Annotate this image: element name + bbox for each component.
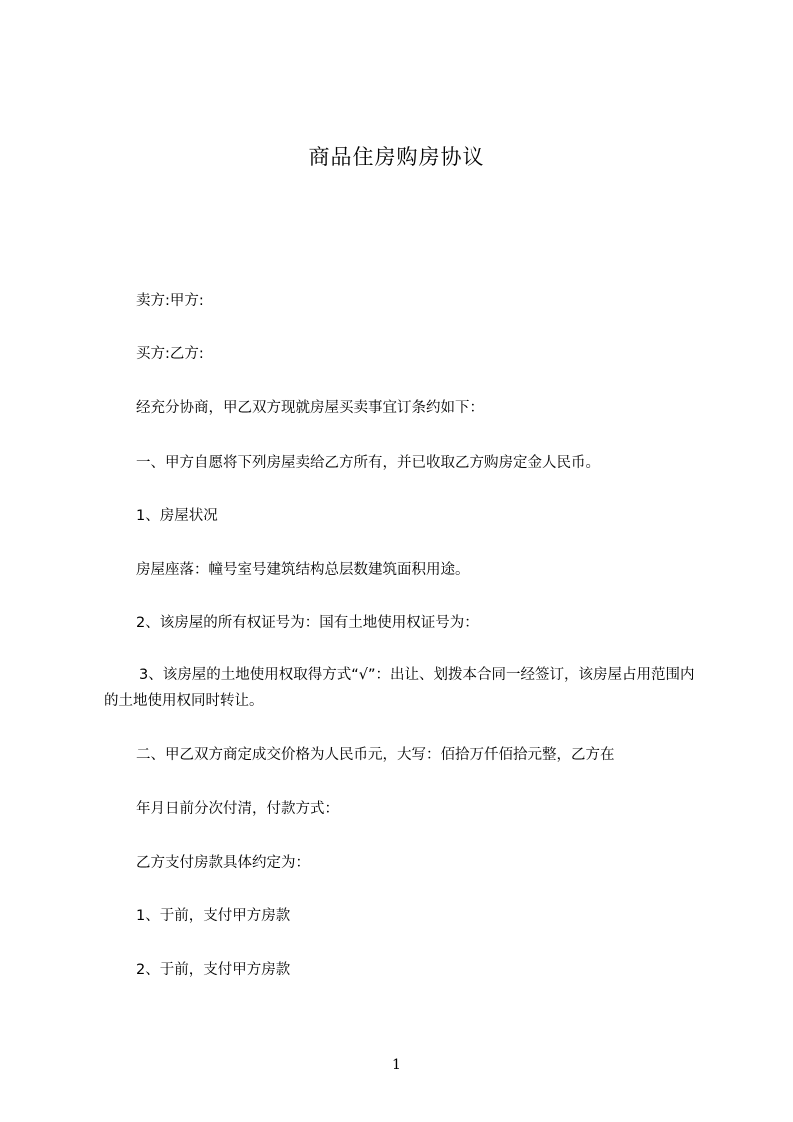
document-title: 商品住房购房协议 — [308, 145, 485, 169]
payment-item-2: 2、于前，支付甲方房款 — [136, 962, 291, 978]
agreement-intro: 经充分协商，甲乙双方现就房屋买卖事宜订条约如下： — [136, 400, 484, 416]
payment-item-1: 1、于前，支付甲方房款 — [136, 908, 291, 924]
payment-deadline: 年月日前分次付清，付款方式： — [136, 801, 339, 817]
buyer-line: 买方:乙方: — [136, 346, 204, 362]
clause-two: 二、甲乙双方商定成交价格为人民币元，大写：佰拾万仟佰拾元整，乙方在 — [136, 747, 615, 763]
seller-line: 卖方:甲方: — [136, 293, 204, 309]
page-number: 1 — [392, 1057, 401, 1073]
payment-terms-intro: 乙方支付房款具体约定为： — [136, 855, 310, 871]
property-location: 房屋座落：幢号室号建筑结构总层数建筑面积用途。 — [136, 562, 470, 578]
clause-one-item-2: 2、该房屋的所有权证号为：国有土地使用权证号为： — [136, 615, 479, 631]
clause-one-item-1: 1、房屋状况 — [136, 508, 218, 524]
clause-one: 一、甲方自愿将下列房屋卖给乙方所有，并已收取乙方购房定金人民币。 — [136, 455, 600, 471]
clause-one-item-3: 3、该房屋的土地使用权取得方式“√”：出让、划拨本合同一经签订，该房屋占用范围内的土地使用权同时转让。 — [104, 667, 695, 709]
